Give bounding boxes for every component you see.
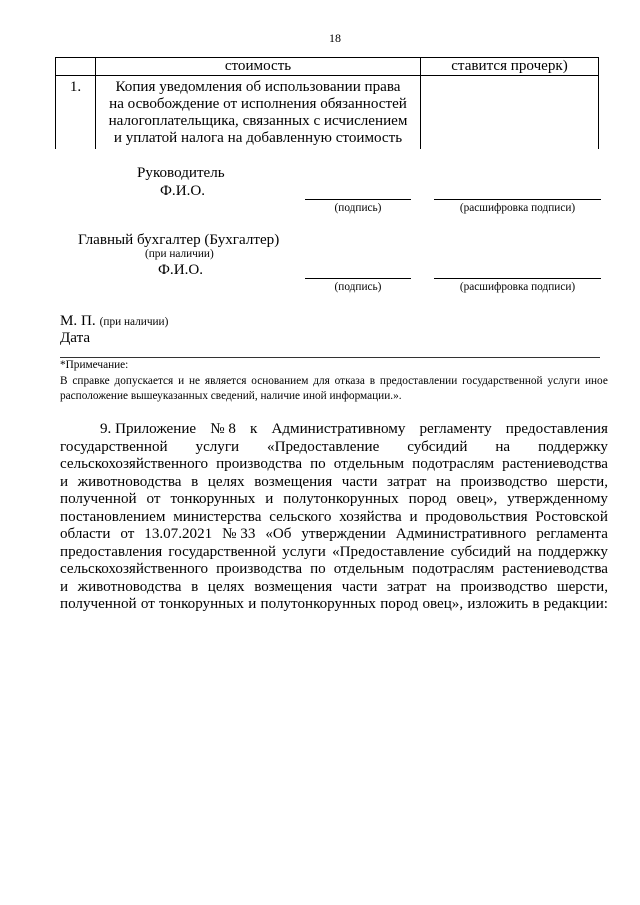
word: сельскохозяйственного bbox=[60, 456, 209, 473]
accountant-role-label: Главный бухгалтер (Бухгалтер) bbox=[78, 231, 280, 248]
word: по bbox=[310, 456, 326, 473]
footnote-title: *Примечание: bbox=[60, 359, 129, 372]
word: в bbox=[191, 578, 199, 595]
word: части bbox=[341, 473, 378, 490]
word: Административного bbox=[395, 526, 527, 543]
accountant-signature-line bbox=[305, 278, 411, 279]
word: части bbox=[341, 578, 378, 595]
accountant-signature-caption: (подпись) bbox=[334, 281, 382, 293]
footnote-line bbox=[60, 374, 608, 390]
accountant-decoding-line bbox=[434, 278, 601, 279]
word: овец», bbox=[456, 491, 498, 508]
word: пород bbox=[408, 491, 447, 508]
word: № 8 bbox=[210, 421, 236, 438]
word: шерсти, bbox=[556, 578, 608, 595]
word: регламенту bbox=[419, 421, 492, 438]
word: на bbox=[436, 578, 451, 595]
word: В bbox=[60, 374, 68, 387]
word: «Об bbox=[265, 526, 292, 543]
word: животноводства bbox=[77, 578, 182, 595]
description-line: Копия уведомления об использовании права bbox=[115, 79, 401, 95]
paragraph-line bbox=[60, 421, 608, 439]
word: растениеводства bbox=[502, 456, 608, 473]
word: от bbox=[140, 596, 155, 613]
word: на bbox=[436, 473, 451, 490]
head-decoding-caption: (расшифровка подписи) bbox=[459, 202, 576, 214]
accountant-name-label: Ф.И.О. bbox=[158, 261, 204, 278]
date-label: Дата bbox=[60, 329, 91, 346]
word: и bbox=[60, 473, 69, 490]
certificate-table bbox=[55, 57, 599, 149]
word: услуги bbox=[195, 438, 240, 455]
word: возмещения bbox=[254, 578, 333, 595]
word: подотраслям bbox=[412, 456, 495, 473]
word: целях bbox=[207, 473, 245, 490]
word: от bbox=[146, 491, 161, 508]
word: № 33 bbox=[222, 526, 256, 543]
table-cell-number: 1. bbox=[56, 76, 96, 150]
word: растениеводства bbox=[502, 561, 608, 578]
paragraph-line bbox=[60, 439, 608, 457]
word: 13.07.2021 bbox=[144, 526, 213, 543]
description-line: налогоплательщика, связанных с исчислением bbox=[108, 113, 408, 129]
word: от bbox=[120, 526, 135, 543]
amendment-paragraph bbox=[60, 421, 608, 614]
word: утверждении bbox=[301, 526, 386, 543]
word: справке bbox=[72, 374, 110, 387]
stamp-note: (при наличии) bbox=[99, 315, 169, 328]
word: редакции: bbox=[543, 596, 608, 613]
word: тонкорунных bbox=[159, 596, 244, 613]
head-signature-line bbox=[305, 199, 411, 200]
word: производство bbox=[460, 473, 548, 490]
word: утвержденному bbox=[507, 491, 608, 508]
word: пород bbox=[380, 596, 419, 613]
word: услуги bbox=[547, 374, 581, 387]
head-decoding-line bbox=[434, 199, 601, 200]
word: не bbox=[189, 374, 201, 387]
word: по bbox=[310, 561, 326, 578]
stamp-label: М. П. bbox=[60, 312, 96, 329]
paragraph-line bbox=[60, 474, 608, 492]
word: предоставления bbox=[505, 421, 608, 438]
paragraph-line bbox=[60, 509, 608, 527]
paragraph-line bbox=[60, 544, 608, 562]
word: для bbox=[313, 374, 330, 387]
paragraph-line bbox=[60, 579, 608, 597]
word: «Предоставление bbox=[267, 438, 380, 455]
word: и bbox=[248, 596, 257, 613]
word: производства bbox=[216, 456, 303, 473]
word: поддержку bbox=[538, 543, 608, 560]
head-name-label: Ф.И.О. bbox=[160, 182, 206, 199]
table-cell-description: стоимость bbox=[96, 58, 421, 76]
table-cell-note: ставится прочерк) bbox=[421, 58, 599, 76]
word: и bbox=[60, 578, 69, 595]
word: субсидий bbox=[450, 543, 511, 560]
word: возмещения bbox=[254, 473, 333, 490]
page-number: 18 bbox=[329, 31, 341, 45]
word: в bbox=[369, 374, 376, 387]
word: государственной bbox=[60, 438, 168, 455]
word: и bbox=[265, 491, 274, 508]
word: целях bbox=[207, 578, 245, 595]
word: подотраслям bbox=[412, 561, 495, 578]
word: Административному bbox=[271, 421, 406, 438]
footnote-line: расположение вышеуказанных сведений, наличие иной информации.». bbox=[60, 390, 402, 403]
word: шерсти, bbox=[556, 473, 608, 490]
word: услуги bbox=[282, 543, 326, 560]
word: отдельным bbox=[333, 456, 405, 473]
word: поддержку bbox=[538, 438, 608, 455]
paragraph-line bbox=[60, 526, 608, 544]
table-body bbox=[56, 58, 599, 150]
word: постановлением bbox=[60, 508, 166, 525]
paragraph-line bbox=[60, 561, 608, 579]
paragraph-line bbox=[60, 596, 608, 614]
word: допускается bbox=[114, 374, 174, 387]
word: к bbox=[250, 421, 258, 438]
table-row bbox=[56, 76, 599, 150]
word: иное bbox=[584, 374, 608, 387]
word: производство bbox=[460, 578, 548, 595]
word: области bbox=[60, 526, 111, 543]
word: отдельным bbox=[333, 561, 405, 578]
word: в bbox=[532, 596, 540, 613]
word: производства bbox=[216, 561, 303, 578]
description-line: на освобождение от исполнения обязанностей bbox=[109, 96, 407, 112]
word: «Предоставление bbox=[332, 543, 445, 560]
word: государственной bbox=[168, 543, 276, 560]
word: и bbox=[178, 374, 185, 387]
word: отказа bbox=[334, 374, 365, 387]
word: животноводства bbox=[77, 473, 182, 490]
word: тонкорунных bbox=[170, 491, 256, 508]
table-cell-number bbox=[56, 58, 96, 76]
word: Ростовской bbox=[535, 508, 608, 525]
table-row bbox=[56, 58, 599, 76]
word: предоставлении bbox=[379, 374, 458, 387]
paragraph-line bbox=[60, 491, 608, 509]
table-cell-note bbox=[421, 76, 599, 150]
word: сельскохозяйственного bbox=[60, 561, 209, 578]
word: сельского bbox=[269, 508, 332, 525]
word: на bbox=[517, 543, 532, 560]
accountant-decoding-caption: (расшифровка подписи) bbox=[459, 281, 576, 293]
word: изложить bbox=[467, 596, 529, 613]
word: регламента bbox=[536, 526, 608, 543]
word: в bbox=[191, 473, 199, 490]
description-line: и уплатой налога на добавленную стоимость bbox=[113, 130, 403, 146]
word: является bbox=[204, 374, 247, 387]
accountant-role-note: (при наличии) bbox=[145, 248, 214, 260]
word: овец», bbox=[422, 596, 464, 613]
word: полутонкорунных bbox=[260, 596, 376, 613]
word: затрат bbox=[387, 473, 427, 490]
word: затрат bbox=[387, 578, 427, 595]
word: на bbox=[495, 438, 511, 455]
head-role-label: Руководитель bbox=[137, 164, 225, 181]
word: субсидий bbox=[407, 438, 468, 455]
word: продовольствия bbox=[425, 508, 528, 525]
word: полученной bbox=[60, 491, 137, 508]
word: и bbox=[409, 508, 418, 525]
head-signature-caption: (подпись) bbox=[334, 202, 382, 214]
word: министерства bbox=[173, 508, 262, 525]
word: полутонкорунных bbox=[283, 491, 399, 508]
footnote bbox=[60, 358, 608, 405]
word: полученной bbox=[60, 596, 137, 613]
word: предоставления bbox=[60, 543, 163, 560]
word: 9. Приложение bbox=[100, 421, 197, 438]
stamp-placeholder bbox=[60, 313, 168, 331]
paragraph-line bbox=[60, 456, 608, 474]
word: государственной bbox=[462, 374, 543, 387]
word: хозяйства bbox=[339, 508, 402, 525]
word: основанием bbox=[251, 374, 309, 387]
table-cell-description bbox=[96, 76, 421, 150]
